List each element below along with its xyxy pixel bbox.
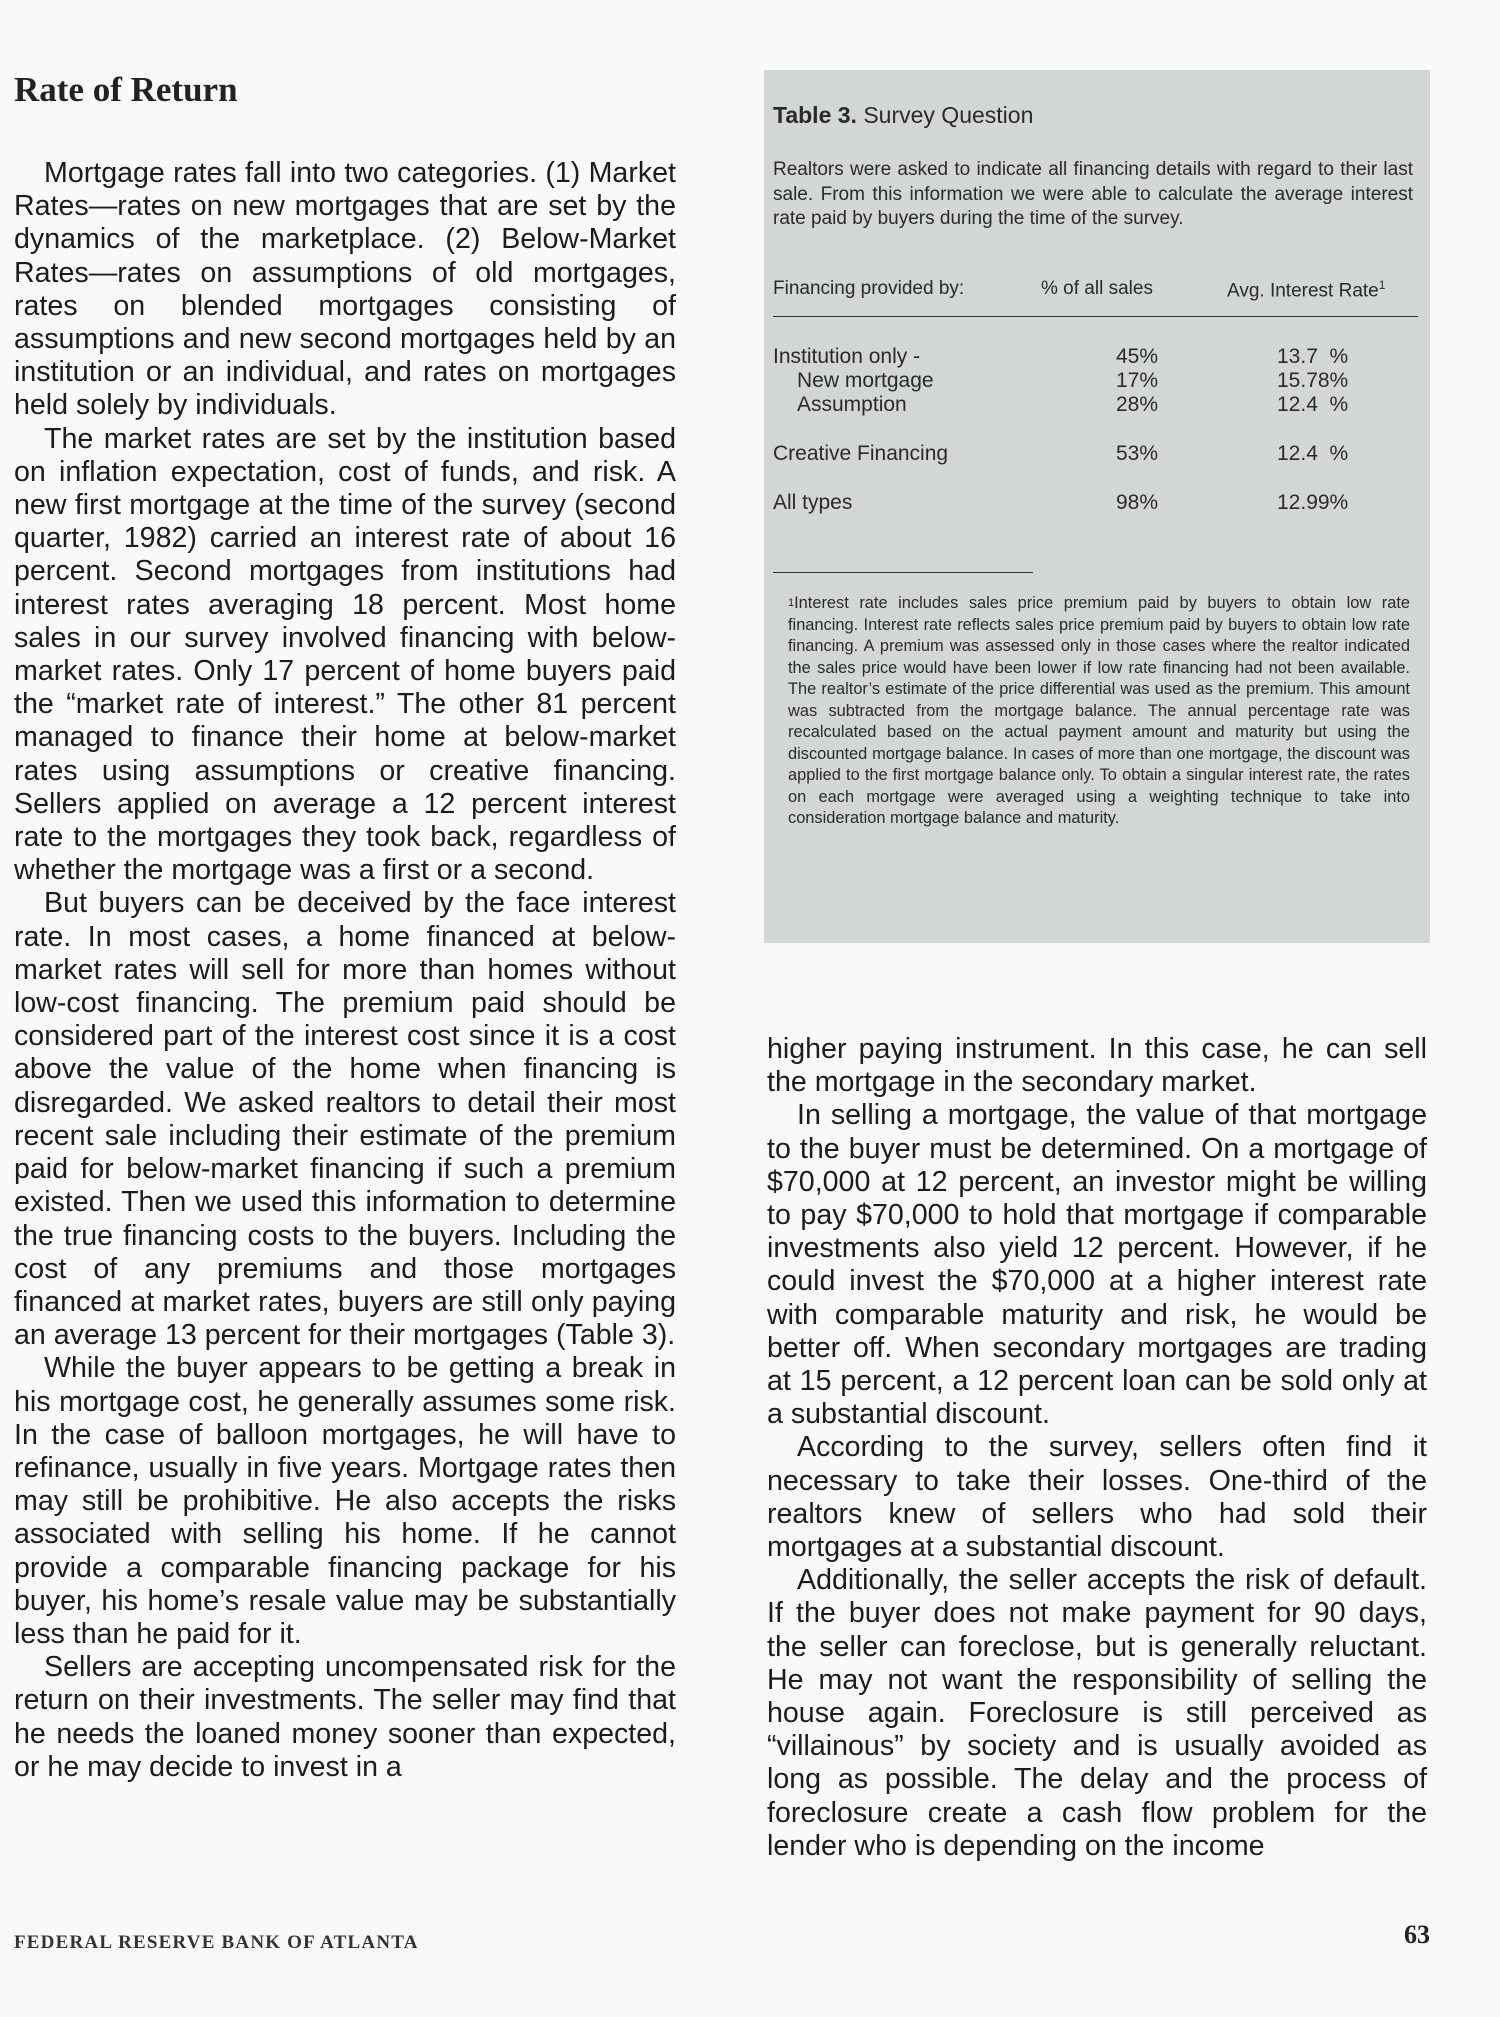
table-row xyxy=(773,369,1418,394)
table-row xyxy=(773,345,1418,370)
pct-cell: 28% xyxy=(1115,393,1158,416)
table-footnote: $^1$Interest rate includes sales price premium paid by buyers to obtain low rate financing. Interest rate reflects sales price premium paid by buyers to obtain low rate financing. A premium was assessed only in those cases where the realtor indicated the sales price would have been lower if low rate financing had not been available. The realtor’s estimate of the price differential was used as the premium. This amount was subtracted from the mortgage balance. The annual percentage rate was recalculated based on the actual payment amount and maturity but using the discounted mortgage balance. In cases of more than one mortgage, the discount was applied to the first mortgage balance only. To obtain a singular interest rate, the rates on each mortgage were averaged using a weighting technique to take into consideration mortgage balance and maturity. xyxy=(788,594,1410,827)
paragraph: But buyers can be deceived by the face interest rate. In most cases, a home financed at below-market rates will sell for more than homes without low-cost financing. The premium paid should be considered part of the interest cost since it is a cost above the value of the home when financing is disregarded. We asked realtors to detail their most recent sale including their estimate of the premium paid for below-market financing if such a premium existed. Then we used this information to determine the true financing costs to the buyers. Including the cost of any premiums and those mortgages financed at market rates, buyers are still only paying an average 13 percent for their mortgages (Table 3). xyxy=(14,887,676,1352)
rate-cell: 13.7 % xyxy=(1277,345,1349,368)
row-label: Creative Financing xyxy=(773,442,949,465)
rate-cell: 12.99% xyxy=(1277,491,1349,514)
table-row xyxy=(773,393,1418,418)
column-header: % of all sales xyxy=(1041,278,1153,299)
table-header-row xyxy=(773,278,1418,304)
footnote-marker: 1 xyxy=(788,597,795,609)
publisher-footer: FEDERAL RESERVE BANK OF ATLANTA xyxy=(14,1932,419,1953)
left-column xyxy=(14,157,676,1784)
column-header: Avg. Interest Rate$^1$ xyxy=(1227,278,1386,302)
table-intro: Realtors were asked to indicate all financing details with regard to their last sale. From this information we were able to calculate the average interest rate paid by buyers during the time of the survey. xyxy=(773,159,1413,229)
pct-cell: 17% xyxy=(1115,369,1158,392)
paragraph: Additionally, the seller accepts the risk of default. If the buyer does not make payment for 90 days, the seller can foreclose, but is generally reluctant. He may not want the responsibility of selling the house again. Foreclosure is still perceived as “villainous” by society and is usually avoided as long as possible. The delay and the process of foreclosure create a cash flow problem for the lender who is depending on the income xyxy=(767,1564,1427,1862)
paragraph: According to the survey, sellers often find it necessary to take their losses. One-third of the realtors knew of sellers who had sold their mortgages at a substantial discount. xyxy=(767,1431,1427,1564)
column-header: Financing provided by: xyxy=(773,278,965,299)
rate-cell: 12.4 % xyxy=(1277,393,1349,416)
pct-cell: 45% xyxy=(1115,345,1158,368)
paragraph: Mortgage rates fall into two categories. (1) Market Rates—rates on new mortgages that are set by the dynamics of the marketplace. (2) Below-Market Rates—rates on assumptions of old mortgages, rates on blended mortgages consisting of assumptions and new second mortgages held by an institution or an individual, and rates on mortgages held solely by individuals. xyxy=(14,157,676,422)
paragraph: In selling a mortgage, the value of that mortgage to the buyer must be determined. On a mortgage of $70,000 at 12 percent, an investor might be willing to pay $70,000 to hold that mortgage if comparable investments also yield 12 percent. However, if he could invest the $70,000 at a higher interest rate with comparable maturity and risk, he would be better off. When secondary mortgages are trading at 15 percent, a 12 percent loan can be sold only at a substantial discount. xyxy=(767,1099,1427,1431)
table-label: Table 3. xyxy=(773,102,857,128)
footnote-divider xyxy=(773,572,1033,573)
page-number: 63 xyxy=(1404,1920,1430,1949)
table-row xyxy=(773,442,1418,467)
footnote-marker: 1 xyxy=(1378,278,1386,292)
table-title: Survey Question xyxy=(863,102,1034,128)
section-title: Rate of Return xyxy=(14,70,238,109)
row-label: All types xyxy=(773,491,853,514)
row-label: New mortgage xyxy=(797,369,934,392)
pct-cell: 53% xyxy=(1115,442,1158,465)
rate-cell: 15.78% xyxy=(1277,369,1349,392)
paragraph: Sellers are accepting uncompensated risk for the return on their investments. The seller may find that he needs the loaned money sooner than expected, or he may decide to invest in a xyxy=(14,1651,676,1783)
row-label: Institution only - xyxy=(773,345,921,368)
row-label: Assumption xyxy=(797,393,907,416)
table-3-box xyxy=(764,70,1430,943)
paragraph: higher paying instrument. In this case, he can sell the mortgage in the secondary market. xyxy=(767,1033,1427,1099)
right-column xyxy=(767,1033,1427,1863)
table-caption xyxy=(773,102,1033,129)
table-row xyxy=(773,491,1418,516)
pct-cell: 98% xyxy=(1115,491,1158,514)
paragraph: While the buyer appears to be getting a break in his mortgage cost, he generally assumes some risk. In the case of balloon mortgages, he will have to refinance, usually in five years. Mortgage rates then may still be prohibitive. He also accepts the risks associated with selling his home. If he cannot provide a comparable financing package for his buyer, his home’s resale value may be substantially less than he paid for it. xyxy=(14,1352,676,1650)
rate-cell: 12.4 % xyxy=(1277,442,1349,465)
header-divider xyxy=(773,316,1418,317)
paragraph: The market rates are set by the institution based on inflation expectation, cost of funds, and risk. A new first mortgage at the time of the survey (second quarter, 1982) carried an interest rate of about 16 percent. Second mortgages from institutions had interest rates averaging 18 percent. Most home sales in our survey involved financing with below-market rates. Only 17 percent of home buyers paid the “market rate of interest.” The other 81 percent managed to finance their home at below-market rates using assumptions or creative financing. Sellers applied on average a 12 percent interest rate to the mortgages they took back, regardless of whether the mortgage was a first or a second. xyxy=(14,422,676,887)
